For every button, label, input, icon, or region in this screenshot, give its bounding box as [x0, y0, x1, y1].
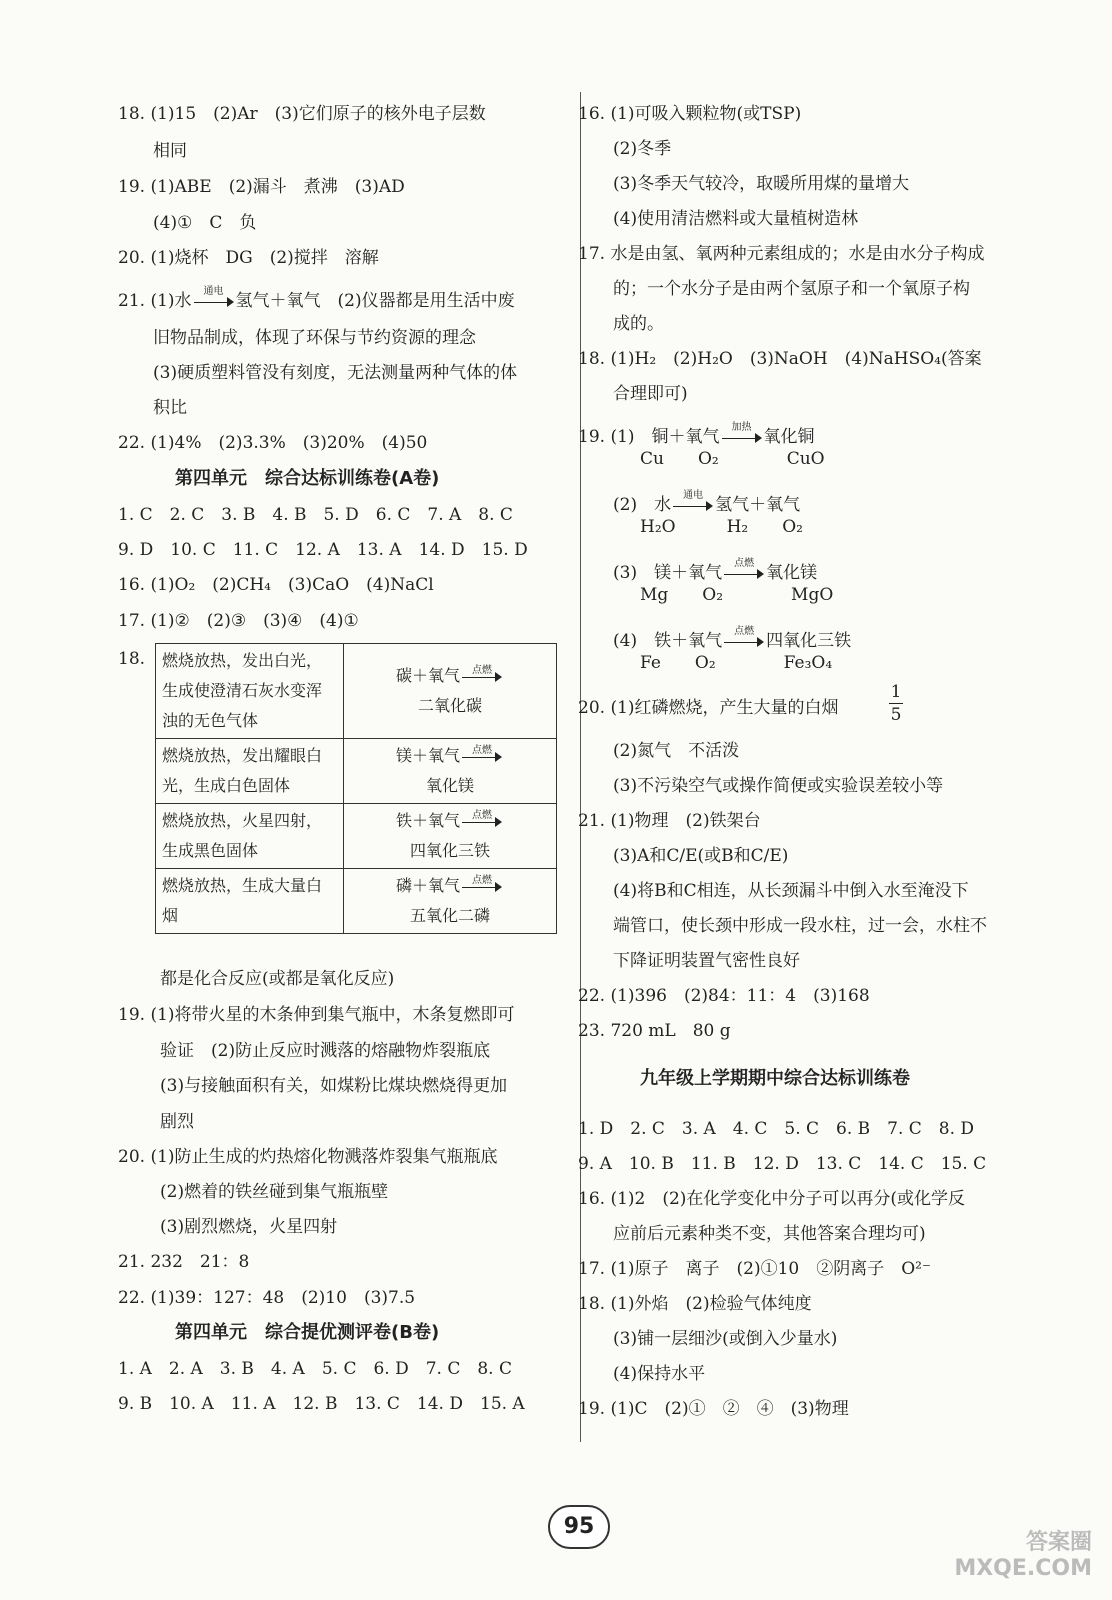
a-q19-line4: 剧烈: [160, 1112, 194, 1132]
right-q18-line2: 合理即可): [613, 384, 688, 404]
reactants: (4) 铁＋氧气: [613, 631, 723, 651]
a-q20-line1: 20. (1)防止生成的灼热熔化物溅落炸裂集气瓶瓶底: [118, 1147, 498, 1167]
right-q19-2-formula: H₂O H₂ O₂: [640, 517, 803, 537]
products: 氧化铜: [763, 427, 815, 447]
left-q21-line3: (3)硬质塑料管没有刻度，无法测量两种气体的体: [153, 363, 518, 383]
a-choice-line2: 9. D 10. C 11. C 12. A 13. A 14. D 15. D: [118, 540, 528, 560]
reaction-arrow: [462, 664, 502, 684]
reactants: 碳＋氧气: [395, 666, 460, 685]
right-q19-1-word: [578, 421, 815, 448]
right-q19-2-word: [613, 489, 801, 516]
reactants: 磷＋氧气: [395, 876, 460, 895]
reaction-condition: 点燃: [472, 664, 492, 676]
left-q18-line1: 18. (1)15 (2)Ar (3)它们原子的核外电子层数: [118, 104, 486, 124]
page-number: 95: [548, 1505, 610, 1549]
reaction-arrow: [462, 744, 502, 764]
reaction-condition: 点燃: [734, 625, 755, 637]
table-row: [156, 804, 557, 869]
mid-q19: 19. (1)C (2)① ② ④ (3)物理: [578, 1399, 849, 1419]
section-heading-a: 第四单元 综合达标训练卷(A卷): [175, 468, 440, 489]
reaction-arrow: [462, 809, 502, 829]
a-q19-line2: 验证 (2)防止反应时溅落的熔融物炸裂瓶底: [160, 1041, 491, 1061]
right-q19-1-formula: Cu O₂ CuO: [640, 449, 825, 469]
fraction-denominator: 5: [890, 705, 902, 725]
a-choice-line1: 1. C 2. C 3. B 4. B 5. D 6. C 7. A 8. C: [118, 505, 513, 525]
table-cell-desc: 燃烧放热，火星四射，生成黑色固体: [156, 804, 344, 869]
reaction-arrow: [722, 421, 762, 445]
reaction-arrow: [194, 285, 234, 309]
reactants: (2) 水: [613, 495, 672, 515]
products: 氢气＋氧气: [715, 495, 801, 515]
right-q23: 23. 720 mL 80 g: [578, 1021, 731, 1041]
section-heading-b: 第四单元 综合提优测评卷(B卷): [175, 1322, 440, 1343]
left-q19-line1: 19. (1)ABE (2)漏斗 煮沸 (3)AD: [118, 177, 405, 197]
left-q21-reactant: 21. (1)水: [118, 291, 192, 311]
column-divider: [580, 92, 581, 1442]
reaction-condition: 通电: [683, 489, 704, 501]
table-row: [156, 739, 557, 804]
right-q17-line2: 的；一个水分子是由两个氢原子和一个氧原子构: [613, 279, 970, 299]
right-q20-line1: 20. (1)红磷燃烧，产生大量的白烟: [578, 698, 839, 718]
reaction-arrow: [462, 874, 502, 894]
a-q18-note: 都是化合反应(或都是氧化反应): [160, 969, 395, 989]
right-q19-4-formula: Fe O₂ Fe₃O₄: [640, 653, 833, 673]
table-cell-reaction: [344, 644, 557, 739]
a-q19-line1: 19. (1)将带火星的木条伸到集气瓶中，木条复燃即可: [118, 1005, 515, 1025]
mid-choice-line2: 9. A 10. B 11. B 12. D 13. C 14. C 15. C: [578, 1154, 987, 1174]
mid-q18-line3: (4)保持水平: [613, 1364, 706, 1384]
mid-q16-line1: 16. (1)2 (2)在化学变化中分子可以再分(或化学反: [578, 1189, 966, 1209]
a-q19-line3: (3)与接触面积有关，如煤粉比煤块燃烧得更加: [160, 1076, 508, 1096]
reaction-arrow: [724, 625, 764, 649]
a-q16: 16. (1)O₂ (2)CH₄ (3)CaO (4)NaCl: [118, 575, 434, 595]
right-q16-line4: (4)使用清洁燃料或大量植树造林: [613, 209, 859, 229]
reaction-table: [155, 643, 557, 934]
left-q22: 22. (1)4% (2)3.3% (3)20% (4)50: [118, 433, 428, 453]
reaction-condition: 点燃: [472, 809, 492, 821]
right-q20-line2: (2)氮气 不活泼: [613, 741, 740, 761]
left-q21-rest: 氢气＋氧气 (2)仪器都是用生活中废: [235, 291, 515, 311]
left-q21-line1: [118, 285, 515, 312]
left-q18-line2: 相同: [153, 141, 187, 161]
table-cell-reaction: [344, 739, 557, 804]
fraction-numerator: 1: [890, 682, 902, 702]
reaction-condition: 点燃: [472, 874, 492, 886]
right-q22: 22. (1)396 (2)84：11：4 (3)168: [578, 986, 870, 1006]
reaction-condition: 点燃: [472, 744, 492, 756]
products: 四氧化三铁: [409, 841, 490, 860]
a-q17: 17. (1)② (2)③ (3)④ (4)①: [118, 611, 359, 631]
left-q20: 20. (1)烧杯 DG (2)搅拌 溶解: [118, 248, 379, 268]
mid-q18-line2: (3)铺一层细沙(或倒入少量水): [613, 1329, 838, 1349]
right-q21-line1: 21. (1)物理 (2)铁架台: [578, 811, 761, 831]
table-cell-desc: 燃烧放热，生成大量白烟: [156, 869, 344, 934]
fraction-one-fifth: [888, 683, 904, 724]
a-q20-line3: (3)剧烈燃烧，火星四射: [160, 1217, 338, 1237]
right-q16-line2: (2)冬季: [613, 139, 672, 159]
table-cell-reaction: [344, 804, 557, 869]
products: 氧化镁: [766, 563, 818, 583]
right-q21-line2: (3)A和C/E(或B和C/E): [613, 846, 789, 866]
reaction-arrow: [673, 489, 713, 513]
reactants: 镁＋氧气: [395, 746, 460, 765]
products: 氧化镁: [425, 776, 474, 795]
right-q19-4-word: [613, 625, 852, 652]
reaction-arrow: [724, 557, 764, 581]
right-q16-line1: 16. (1)可吸入颗粒物(或TSP): [578, 104, 802, 124]
right-q19-3-formula: Mg O₂ MgO: [640, 585, 834, 605]
table-row: [156, 869, 557, 934]
table-cell-reaction: [344, 869, 557, 934]
left-q21-line4: 积比: [153, 398, 187, 418]
right-q17-line1: 17. 水是由氢、氧两种元素组成的；水是由水分子构成: [578, 244, 985, 264]
reaction-condition: 点燃: [734, 557, 755, 569]
right-q21-line3: (4)将B和C相连，从长颈漏斗中倒入水至淹没下: [613, 881, 969, 901]
right-q20-line3: (3)不污染空气或操作简便或实验误差较小等: [613, 776, 944, 796]
left-q21-line2: 旧物品制成，体现了环保与节约资源的理念: [153, 328, 476, 348]
products: 四氧化三铁: [766, 631, 852, 651]
right-q19-3-word: [613, 557, 818, 584]
reaction-condition: 加热: [731, 421, 752, 433]
a-q20-line2: (2)燃着的铁丝碰到集气瓶瓶壁: [160, 1182, 389, 1202]
left-q19-line2: (4)① C 负: [153, 213, 257, 233]
b-choice-line1: 1. A 2. A 3. B 4. A 5. C 6. D 7. C 8. C: [118, 1359, 512, 1379]
mid-choice-line1: 1. D 2. C 3. A 4. C 5. C 6. B 7. C 8. D: [578, 1119, 975, 1139]
reactants: (3) 镁＋氧气: [613, 563, 723, 583]
mid-q16-line2: 应前后元素种类不变，其他答案合理均可): [613, 1224, 926, 1244]
right-q21-line5: 下降证明装置气密性良好: [613, 951, 800, 971]
watermark: 答案圈 MXQE.COM: [954, 1530, 1092, 1581]
a-q18-label: 18.: [118, 649, 146, 669]
products: 五氧化二磷: [409, 906, 490, 925]
table-cell-desc: 燃烧放热，发出白光，生成使澄清石灰水变浑浊的无色气体: [156, 644, 344, 739]
table-row: [156, 644, 557, 739]
table-cell-desc: 燃烧放热，发出耀眼白光，生成白色固体: [156, 739, 344, 804]
right-q21-line4: 端管口，使长颈中形成一段水柱，过一会，水柱不: [613, 916, 987, 936]
right-q16-line3: (3)冬季天气较冷，取暖所用煤的量增大: [613, 174, 910, 194]
reactants: 19. (1) 铜＋氧气: [578, 427, 720, 447]
mid-q18-line1: 18. (1)外焰 (2)检验气体纯度: [578, 1294, 812, 1314]
section-heading-midterm: 九年级上学期期中综合达标训练卷: [640, 1068, 910, 1089]
right-q18-line1: 18. (1)H₂ (2)H₂O (3)NaOH (4)NaHSO₄(答案: [578, 349, 982, 369]
reaction-condition: 通电: [203, 285, 224, 297]
b-choice-line2: 9. B 10. A 11. A 12. B 13. C 14. D 15. A: [118, 1394, 525, 1414]
right-q17-line3: 成的。: [613, 314, 664, 334]
a-q21: 21. 232 21：8: [118, 1252, 250, 1272]
products: 二氧化碳: [417, 696, 482, 715]
a-q22: 22. (1)39：127：48 (2)10 (3)7.5: [118, 1288, 416, 1308]
mid-q17: 17. (1)原子 离子 (2)①10 ②阴离子 O²⁻: [578, 1259, 931, 1279]
reactants: 铁＋氧气: [395, 811, 460, 830]
